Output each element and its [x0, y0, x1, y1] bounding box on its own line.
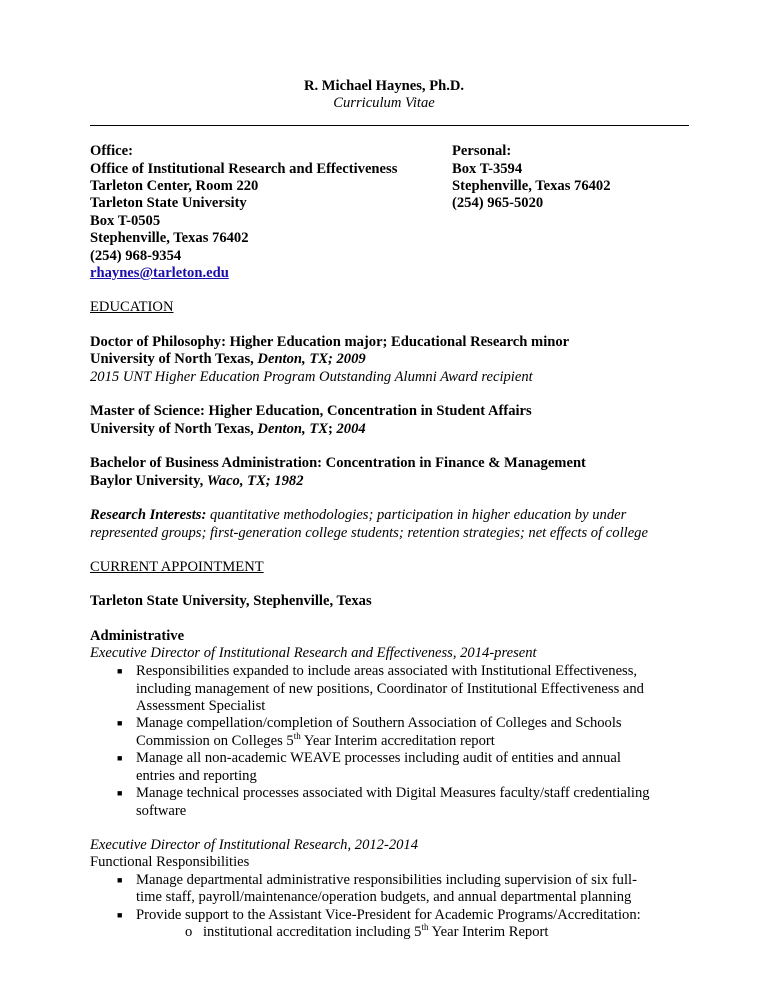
appointment-institution: Tarleton State University, Stephenville, Texas [90, 593, 372, 609]
phd-school: University of North Texas, Denton, TX; 2009 [90, 351, 366, 367]
research-interests: Research Interests: quantitative methodologies; participation in higher education by under [90, 507, 627, 523]
cv-name: R. Michael Haynes, Ph.D. [303, 78, 465, 94]
bullet-icon: ■ [117, 666, 123, 676]
bullet-text: Manage technical processes associated with Digital Measures faculty/staff credentialing [136, 785, 650, 801]
bullet-text: Commission on Colleges 5th Year Interim accreditation report [136, 731, 495, 749]
administrative-heading: Administrative [90, 628, 185, 644]
phd-degree: Doctor of Philosophy: Higher Education major; Educational Research minor [90, 334, 570, 350]
office-line: (254) 968-9354 [90, 248, 182, 264]
bullet-text: Assessment Specialist [136, 698, 266, 714]
bullet-icon: ■ [117, 718, 123, 728]
sub-bullet-icon: o [185, 924, 193, 940]
bullet-icon: ■ [117, 788, 123, 798]
bullet-icon: ■ [117, 753, 123, 763]
bullet-text: entries and reporting [136, 768, 257, 784]
appointment-heading: CURRENT APPOINTMENT [90, 559, 264, 575]
bullet-text: Responsibilities expanded to include areas associated with Institutional Effectiveness, [136, 663, 638, 679]
ms-school: University of North Texas, Denton, TX; 2004 [90, 421, 366, 437]
office-line: Tarleton State University [90, 195, 247, 211]
office-line: Office of Institutional Research and Effectiveness [90, 161, 398, 177]
bba-degree: Bachelor of Business Administration: Concentration in Finance & Management [90, 455, 586, 471]
office-label: Office: [90, 143, 133, 159]
bullet-text: including management of new positions, Coordinator of Institutional Effectiveness and [136, 681, 644, 697]
bullet-text: time staff, payroll/maintenance/operation budgets, and annual departmental planning [136, 889, 632, 905]
office-line: Tarleton Center, Room 220 [90, 178, 259, 194]
cv-subtitle: Curriculum Vitae [333, 95, 435, 111]
phd-award: 2015 UNT Higher Education Program Outstanding Alumni Award recipient [90, 369, 533, 385]
role-title: Executive Director of Institutional Research, 2012-2014 [90, 837, 419, 853]
header-divider [90, 125, 689, 126]
ms-degree: Master of Science: Higher Education, Concentration in Student Affairs [90, 403, 532, 419]
bullet-icon: ■ [117, 875, 123, 885]
bullet-text: Manage all non-academic WEAVE processes including audit of entities and annual [136, 750, 621, 766]
office-line: Box T-0505 [90, 213, 161, 229]
personal-line: Box T-3594 [452, 161, 523, 177]
email-link[interactable]: rhaynes@tarleton.edu [90, 265, 229, 281]
personal-line: Stephenville, Texas 76402 [452, 178, 611, 194]
bullet-text: Manage compellation/completion of Southern Association of Colleges and Schools [136, 715, 622, 731]
research-interests-cont: represented groups; first-generation college students; retention strategies; net effects of college [90, 525, 648, 541]
personal-label: Personal: [452, 143, 512, 159]
education-heading: EDUCATION [90, 299, 174, 315]
bullet-text: Manage departmental administrative responsibilities including supervision of six full- [136, 872, 637, 888]
sub-bullet-text: institutional accreditation including 5th Year Interim Report [203, 922, 549, 940]
bullet-text: Provide support to the Assistant Vice-President for Academic Programs/Accreditation: [136, 907, 641, 923]
bullet-icon: ■ [117, 910, 123, 920]
bullet-text: software [136, 803, 187, 819]
office-line: Stephenville, Texas 76402 [90, 230, 249, 246]
role-subheading: Functional Responsibilities [90, 854, 250, 870]
bba-school: Baylor University, Waco, TX; 1982 [90, 473, 304, 489]
personal-line: (254) 965-5020 [452, 195, 544, 211]
role-title: Executive Director of Institutional Research and Effectiveness, 2014-present [90, 645, 537, 661]
